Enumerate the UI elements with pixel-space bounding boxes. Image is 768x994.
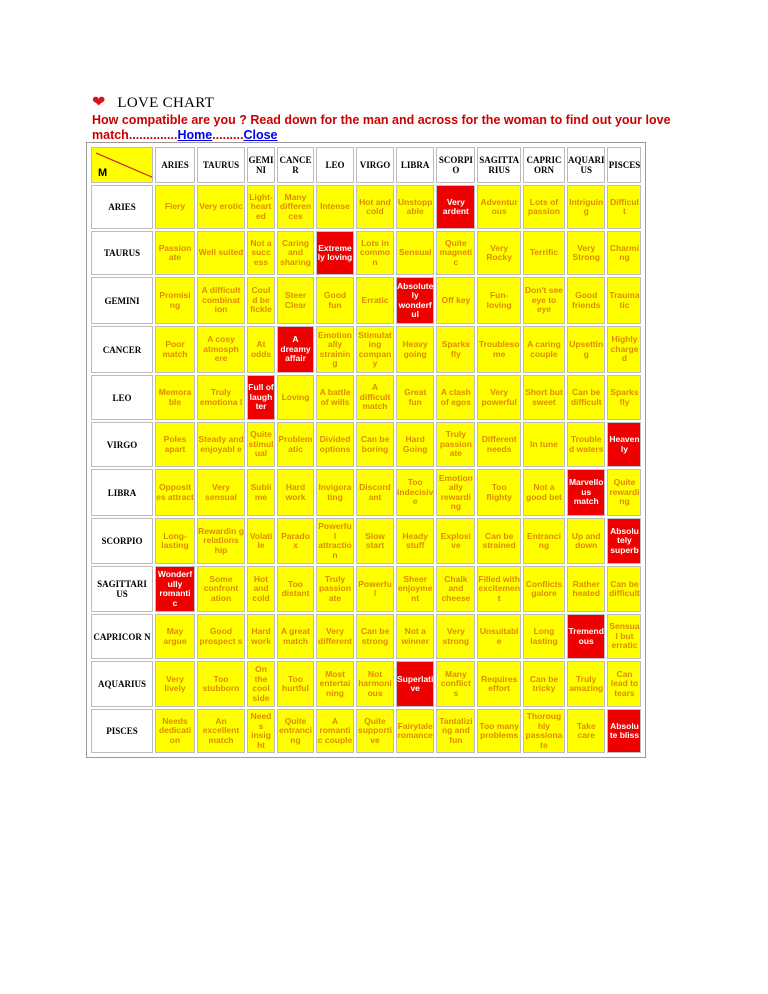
compatibility-grid [89, 145, 643, 755]
match-cell: Don't see eye to eye [523, 277, 565, 324]
column-header: CAPRIC ORN [523, 147, 565, 183]
match-cell: Needs dedicati on [155, 709, 195, 753]
row-header: CAPRICOR N [91, 614, 153, 659]
match-cell: Truly amazing [567, 661, 606, 707]
love-chart-table [86, 142, 646, 758]
corner-cell [91, 147, 153, 183]
match-cell: Fun-loving [477, 277, 521, 324]
column-header: GEMI NI [247, 147, 275, 183]
link-separator: ......... [212, 128, 244, 142]
match-cell: Long-lasting [155, 518, 195, 564]
match-cell: Unstopp able [396, 185, 434, 229]
match-cell: Heaven ly [607, 422, 641, 467]
match-cell: Very strong [436, 614, 475, 659]
match-cell: Coul d be fickle [247, 277, 275, 324]
page-heading [92, 94, 214, 112]
match-cell: Need s insig ht [247, 709, 275, 753]
column-header: LEO [316, 147, 354, 183]
match-cell: Quite supporti ve [356, 709, 394, 753]
match-cell: A difficult combinat ion [197, 277, 245, 324]
match-cell: Too stubborn [197, 661, 245, 707]
match-cell: Absolu tely superb [607, 518, 641, 564]
match-cell: Charmi ng [607, 231, 641, 275]
match-cell: Not a succ ess [247, 231, 275, 275]
row-header: ARIES [91, 185, 153, 229]
match-cell: Discord ant [356, 469, 394, 516]
match-cell: A romanti c couple [316, 709, 354, 753]
match-cell: Sensua l but erratic [607, 614, 641, 659]
table-row [91, 709, 641, 753]
heart-icon: ❤ [92, 94, 106, 111]
row-header: CANCER [91, 326, 153, 373]
match-cell: Tremend ous [567, 614, 606, 659]
match-cell: Chalk and cheese [436, 566, 475, 612]
match-cell: A difficult match [356, 375, 394, 420]
column-header: PISCES [607, 147, 641, 183]
column-header: VIRGO [356, 147, 394, 183]
match-cell: Quite entranci ng [277, 709, 314, 753]
match-cell: A caring couple [523, 326, 565, 373]
match-cell: Sensual [396, 231, 434, 275]
match-cell: Highly charge d [607, 326, 641, 373]
match-cell: Passion ate [155, 231, 195, 275]
match-cell: Absolu te bliss [607, 709, 641, 753]
match-cell: Fiery [155, 185, 195, 229]
column-header: TAURUS [197, 147, 245, 183]
match-cell: Sheer enjoyme nt [396, 566, 434, 612]
row-header: SCORPIO [91, 518, 153, 564]
match-cell: Rather heated [567, 566, 606, 612]
match-cell: At odds [247, 326, 275, 373]
match-cell: A clash of egos [436, 375, 475, 420]
table-row [91, 566, 641, 612]
match-cell: Rewardin g relations hip [197, 518, 245, 564]
match-cell: Very sensual [197, 469, 245, 516]
instructions-label: How compatible are you ? Read down for the man and across for the woman to find out your love match.............. [92, 113, 671, 142]
match-cell: Too many problems [477, 709, 521, 753]
match-cell: Loving [277, 375, 314, 420]
match-cell: Some confront ation [197, 566, 245, 612]
match-cell: Explosi ve [436, 518, 475, 564]
match-cell: Off key [436, 277, 475, 324]
match-cell: Very Rocky [477, 231, 521, 275]
match-cell: Trauma tic [607, 277, 641, 324]
table-row [91, 422, 641, 467]
match-cell: Very powerful [477, 375, 521, 420]
match-cell: Steer Clear [277, 277, 314, 324]
man-label: M [98, 167, 108, 179]
match-cell: Adventur ous [477, 185, 521, 229]
match-cell: Good fun [316, 277, 354, 324]
match-cell: A dreamy affair [277, 326, 314, 373]
match-cell: Powerfu l attractio n [316, 518, 354, 564]
match-cell: Tantalizi ng and fun [436, 709, 475, 753]
match-cell: Full of laugh ter [247, 375, 275, 420]
match-cell: May argue [155, 614, 195, 659]
row-header: LEO [91, 375, 153, 420]
match-cell: Truly passion ate [436, 422, 475, 467]
match-cell: A great match [277, 614, 314, 659]
match-cell: Poor match [155, 326, 195, 373]
match-cell: Most entertai ning [316, 661, 354, 707]
match-cell: Hard work [277, 469, 314, 516]
match-cell: Heavy going [396, 326, 434, 373]
match-cell: Troubleso me [477, 326, 521, 373]
match-cell: Many conflict s [436, 661, 475, 707]
match-cell: Quite rewardi ng [607, 469, 641, 516]
match-cell: Sparks fly [436, 326, 475, 373]
match-cell: Requires effort [477, 661, 521, 707]
table-row [91, 469, 641, 516]
header-row [91, 147, 641, 183]
row-header: VIRGO [91, 422, 153, 467]
match-cell: Very ardent [436, 185, 475, 229]
match-cell: Different needs [477, 422, 521, 467]
row-header: GEMINI [91, 277, 153, 324]
match-cell: Can be strong [356, 614, 394, 659]
match-cell: Hot and cold [247, 566, 275, 612]
row-header: LIBRA [91, 469, 153, 516]
match-cell: Up and down [567, 518, 606, 564]
match-cell: Hard Going [396, 422, 434, 467]
match-cell: Short but sweet [523, 375, 565, 420]
match-cell: Promisi ng [155, 277, 195, 324]
column-header: CANCE R [277, 147, 314, 183]
match-cell: Can be difficult [567, 375, 606, 420]
table-row [91, 231, 641, 275]
match-cell: Too flighty [477, 469, 521, 516]
match-cell: Too distant [277, 566, 314, 612]
match-cell: Very erotic [197, 185, 245, 229]
match-cell: Opposit es attract [155, 469, 195, 516]
match-cell: Long lasting [523, 614, 565, 659]
match-cell: On the cool side [247, 661, 275, 707]
match-cell: Emotion ally strainin g [316, 326, 354, 373]
match-cell: Filled with excitemen t [477, 566, 521, 612]
table-row [91, 326, 641, 373]
match-cell: Heady stuff [396, 518, 434, 564]
column-header: SAGITTA RIUS [477, 147, 521, 183]
page-title: LOVE CHART [117, 94, 215, 111]
match-cell: Too indecisiv e [396, 469, 434, 516]
match-cell: Lots in commo n [356, 231, 394, 275]
match-cell: Volati le [247, 518, 275, 564]
match-cell: Sparks fly [607, 375, 641, 420]
match-cell: An excellent match [197, 709, 245, 753]
match-cell: Light-heart ed [247, 185, 275, 229]
match-cell: Truly passion ate [316, 566, 354, 612]
match-cell: Not a winner [396, 614, 434, 659]
match-cell: Terrific [523, 231, 565, 275]
match-cell: Lots of passion [523, 185, 565, 229]
home-link[interactable]: Home [177, 128, 213, 142]
match-cell: Very lively [155, 661, 195, 707]
row-header: AQUARIUS [91, 661, 153, 707]
match-cell: Intriguin g [567, 185, 606, 229]
column-header: LIBRA [396, 147, 434, 183]
column-header: AQUARI US [567, 147, 606, 183]
match-cell: Invigora ting [316, 469, 354, 516]
match-cell: Can lead to tears [607, 661, 641, 707]
match-cell: Intense [316, 185, 354, 229]
row-header: TAURUS [91, 231, 153, 275]
match-cell: Conflicts galore [523, 566, 565, 612]
table-row [91, 614, 641, 659]
match-cell: Subli me [247, 469, 275, 516]
match-cell: Wonderf ully romanti c [155, 566, 195, 612]
match-cell: Powerfu l [356, 566, 394, 612]
match-cell: Great fun [396, 375, 434, 420]
match-cell: Poles apart [155, 422, 195, 467]
column-header: ARIES [155, 147, 195, 183]
match-cell: Parado x [277, 518, 314, 564]
match-cell: Absolute ly wonderf ul [396, 277, 434, 324]
match-cell: Very Strong [567, 231, 606, 275]
match-cell: Can be tricky [523, 661, 565, 707]
match-cell: Can be strained [477, 518, 521, 564]
match-cell: Erratic [356, 277, 394, 324]
instructions-text [92, 113, 692, 143]
match-cell: Marvello us match [567, 469, 606, 516]
match-cell: Truly emotiona l [197, 375, 245, 420]
match-cell: In tune [523, 422, 565, 467]
match-cell: Trouble d waters [567, 422, 606, 467]
match-cell: Good friends [567, 277, 606, 324]
match-cell: A cosy atmosph ere [197, 326, 245, 373]
match-cell: Not harmoni ous [356, 661, 394, 707]
match-cell: Fairytale romance [396, 709, 434, 753]
match-cell: Unsuitabl e [477, 614, 521, 659]
match-cell: A battle of wills [316, 375, 354, 420]
match-cell: Hot and cold [356, 185, 394, 229]
match-cell: Slow start [356, 518, 394, 564]
match-cell: Can be boring [356, 422, 394, 467]
match-cell: Difficul t [607, 185, 641, 229]
match-cell: Superlati ve [396, 661, 434, 707]
match-cell: Quite stimul ual [247, 422, 275, 467]
match-cell: Thoroug hly passiona te [523, 709, 565, 753]
match-cell: Quite magneti c [436, 231, 475, 275]
row-header: PISCES [91, 709, 153, 753]
match-cell: Caring and sharing [277, 231, 314, 275]
match-cell: Can be difficult [607, 566, 641, 612]
match-cell: Memora ble [155, 375, 195, 420]
table-row [91, 185, 641, 229]
table-row [91, 661, 641, 707]
match-cell: Divided options [316, 422, 354, 467]
match-cell: Upsettin g [567, 326, 606, 373]
match-cell: Good prospect s [197, 614, 245, 659]
column-header: SCORPI O [436, 147, 475, 183]
match-cell: Many differen ces [277, 185, 314, 229]
match-cell: Too hurtful [277, 661, 314, 707]
match-cell: Well suited [197, 231, 245, 275]
match-cell: Hard work [247, 614, 275, 659]
match-cell: Problem atic [277, 422, 314, 467]
match-cell: Take care [567, 709, 606, 753]
match-cell: Stimulat ing compan y [356, 326, 394, 373]
row-header: SAGITTARI US [91, 566, 153, 612]
match-cell: Not a good bet [523, 469, 565, 516]
table-row [91, 375, 641, 420]
match-cell: Extreme ly loving [316, 231, 354, 275]
match-cell: Entranci ng [523, 518, 565, 564]
match-cell: Steady and enjoyabl e [197, 422, 245, 467]
match-cell: Emotion ally rewardi ng [436, 469, 475, 516]
close-link[interactable]: Close [243, 128, 278, 142]
table-row [91, 277, 641, 324]
table-row [91, 518, 641, 564]
match-cell: Very different [316, 614, 354, 659]
